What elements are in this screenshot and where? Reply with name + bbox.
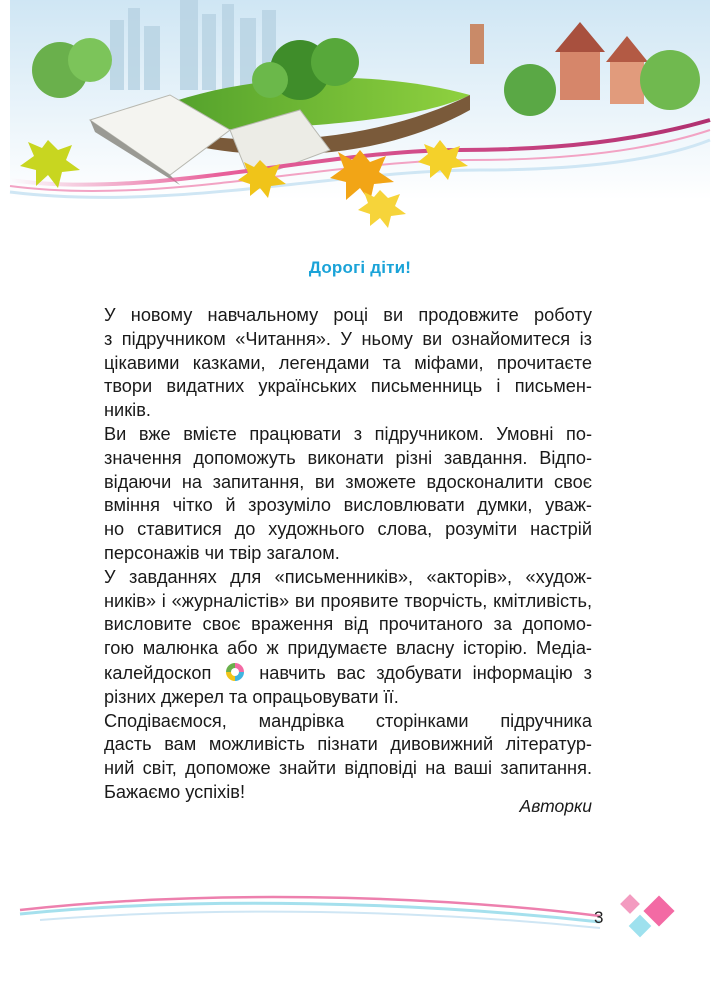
media-kaleidoscope-icon	[224, 661, 246, 683]
letter-line: дасть вам можливість пізнати дивовижний літератур-	[104, 734, 592, 755]
letter-line: вміння чітко й зрозуміло висловлювати думки, уваж-	[104, 495, 592, 516]
letter-line: ників.	[104, 400, 151, 421]
letter-line: висловите своє враження від прочитаного за допомо-	[104, 614, 592, 635]
diamond-decoration-icon	[620, 894, 674, 937]
letter-line-media	[104, 661, 592, 686]
page-title: Дорогі діти!	[308, 258, 412, 277]
letter-line: ний світ, допоможе знайти відповіді на ваші запитання.	[104, 758, 592, 779]
letter-line: Ви вже вмієте працювати з підручником. Умовні по-	[104, 423, 592, 444]
letter-line: твори видатних українських письменниць і письмен-	[104, 376, 592, 397]
letter-line: відаючи на запитання, ви зможете вдосконалити своє	[104, 471, 592, 492]
letter-line: цікавими казками, легендами та міфами, прочитаєте	[104, 352, 592, 373]
letter-line: У новому навчальному році ви продовжите роботу	[104, 305, 592, 325]
letter-line: но ставитися до художнього слова, розуміти настрій	[104, 519, 592, 540]
letter-line: з підручником «Читання». У ньому ви ознайомитеся із	[104, 328, 592, 349]
letter-line: персонажів чи твір загалом.	[104, 542, 340, 563]
footer-decoration	[0, 880, 720, 1000]
letter-line: У завданнях для «письменників», «акторів», «худож-	[104, 566, 592, 587]
letter-text: калейдоскоп	[104, 662, 212, 683]
letter-line: значення допоможуть виконати різні завдання. Відпо-	[104, 447, 592, 468]
letter-line: ників» і «журналістів» ви проявите творчість, кмітливість,	[104, 590, 592, 611]
letter-line: різних джерел та опрацьовувати її.	[104, 686, 399, 707]
signature: Авторки	[519, 796, 592, 816]
letter-body	[104, 304, 592, 805]
page-number: 3	[594, 908, 604, 927]
letter-text: навчить вас здобувати інформацію з	[259, 662, 592, 683]
header-illustration	[0, 0, 720, 240]
letter-line: Сподіваємося, мандрівка сторінками підручника	[104, 710, 592, 731]
letter-line: гою малюнка або ж придумаєте власну історію. Медіа-	[104, 638, 592, 659]
letter-line: Бажаємо успіхів!	[104, 781, 246, 802]
